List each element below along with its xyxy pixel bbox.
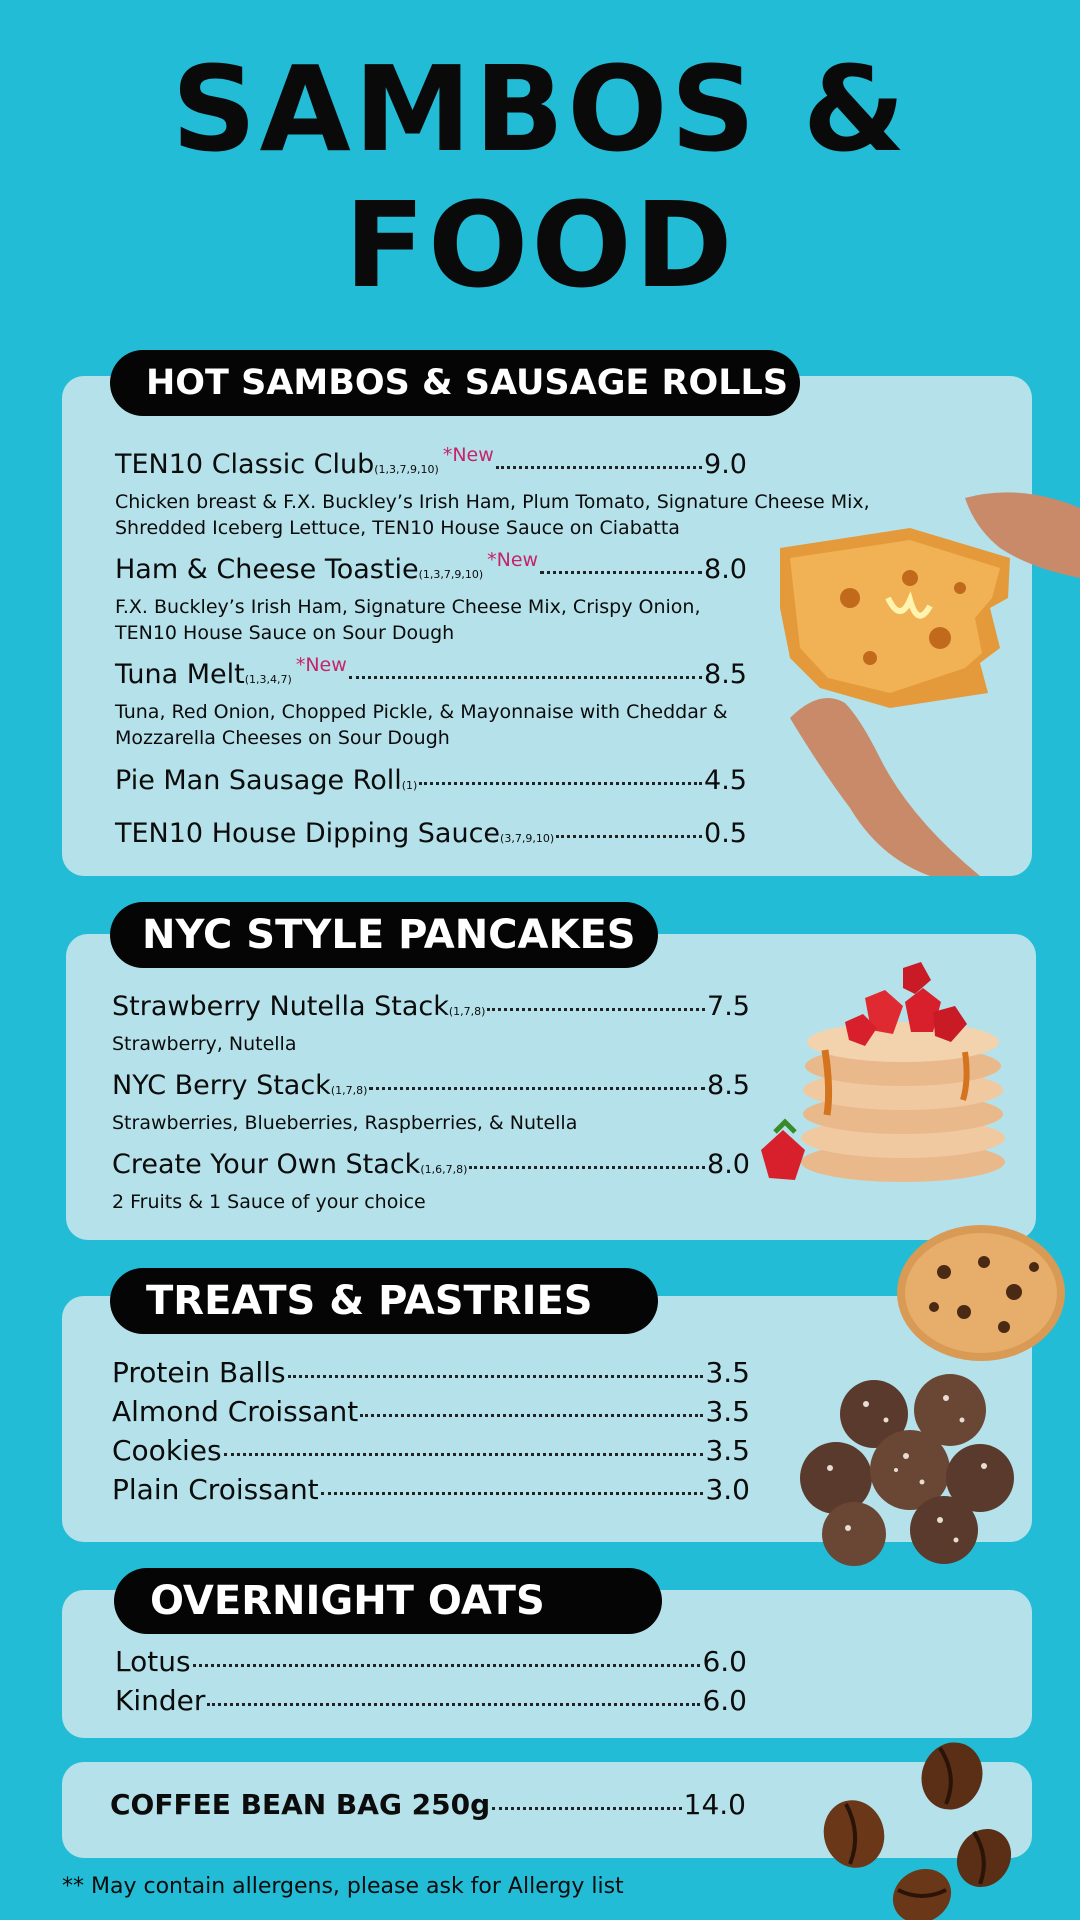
item-description: Tuna, Red Onion, Chopped Pickle, & Mayonnaise with Cheddar & Mozzarella Cheeses on Sour Dough [115,701,728,749]
dot-leader [492,1797,681,1810]
allergen-codes: (1,7,8) [330,1084,368,1097]
protein-balls-photo [796,1370,1018,1566]
dot-leader [349,666,702,679]
menu-item [115,654,747,751]
allergen-codes: (1) [401,779,418,792]
item-name: Tuna Melt [115,659,245,690]
dot-leader [369,1077,705,1090]
oats-heading: OVERNIGHT OATS [114,1568,662,1634]
item-price: 3.5 [705,1434,750,1467]
item-description: F.X. Buckley’s Irish Ham, Signature Cheese Mix, Crispy Onion, TEN10 House Sauce on Sour Dough [115,596,701,644]
coffee-item [110,1788,746,1822]
menu-item [112,1395,750,1429]
menu-item [112,1434,750,1468]
item-name: Kinder [115,1684,206,1717]
dot-leader [496,456,702,469]
allergen-codes: (1,3,7,9,10) [418,568,484,581]
item-name: Almond Croissant [112,1395,359,1428]
item-price: 3.5 [705,1356,750,1389]
treats-heading: TREATS & PASTRIES [110,1268,658,1334]
item-name: Strawberry Nutella Stack [112,991,449,1022]
menu-item [115,764,747,803]
menu-item [112,1148,750,1215]
dot-leader [556,825,702,838]
item-price: 0.5 [704,818,747,849]
menu-item [115,444,870,541]
item-name: Lotus [115,1645,191,1678]
menu-item [115,817,747,856]
item-price: 7.5 [707,991,750,1022]
dot-leader [360,1404,703,1417]
item-price: 4.5 [704,765,747,796]
dot-leader [469,1156,705,1169]
coffee-beans-photo [812,1740,1022,1920]
item-name: Protein Balls [112,1356,286,1389]
menu-title-line-2: FOOD [344,176,736,314]
dot-leader [321,1482,704,1495]
dot-leader [487,998,705,1011]
menu-item [112,990,750,1057]
item-price: 9.0 [704,449,747,480]
dot-leader [224,1443,704,1456]
menu-item [112,1356,750,1390]
pancake-stack-photo [755,940,1017,1186]
dot-leader [193,1654,701,1667]
dot-leader [540,561,702,574]
item-description: Strawberries, Blueberries, Raspberries, & Nutella [112,1112,578,1134]
menu-title-line-1: SAMBOS & [171,40,909,178]
item-name: TEN10 House Dipping Sauce [115,818,501,849]
menu-item [115,549,747,646]
item-price: 6.0 [702,1645,747,1678]
item-price: 6.0 [702,1684,747,1717]
item-price: 3.0 [705,1473,750,1506]
item-price: 8.0 [704,554,747,585]
item-name: Create Your Own Stack [112,1149,421,1180]
item-description: 2 Fruits & 1 Sauce of your choice [112,1191,426,1213]
allergen-codes: (1,3,7,9,10) [374,463,439,476]
item-price: 8.5 [707,1070,750,1101]
menu-item [112,1473,750,1507]
new-badge: *New [442,444,494,466]
allergen-notice: ** May contain allergens, please ask for Allergy list [62,1874,624,1899]
dot-leader [419,772,702,785]
item-name: NYC Berry Stack [112,1070,331,1101]
item-name: TEN10 Classic Club [115,449,375,480]
coffee-name: COFFEE BEAN BAG 250g [110,1788,491,1821]
cookie-photo [894,1222,1068,1364]
item-description: Chicken breast & F.X. Buckley’s Irish Ham, Plum Tomato, Signature Cheese Mix, Shredded Iceberg Lettuce, TEN10 House Sauce on Ciabatta [115,491,870,539]
item-name: Ham & Cheese Toastie [115,554,419,585]
pancakes-heading: NYC STYLE PANCAKES [110,902,658,968]
menu-item [112,1069,750,1136]
coffee-price: 14.0 [683,1788,746,1821]
allergen-codes: (3,7,9,10) [500,832,555,845]
hot-sambos-heading: HOT SAMBOS & SAUSAGE ROLLS [110,350,800,416]
item-price: 8.0 [707,1149,750,1180]
allergen-codes: (1,3,4,7) [244,673,292,686]
menu-item [115,1684,747,1718]
toastie-photo [760,488,1080,876]
item-price: 3.5 [705,1395,750,1428]
menu-item [115,1645,747,1679]
dot-leader [207,1693,700,1706]
allergen-codes: (1,7,8) [448,1005,486,1018]
item-price: 8.5 [704,659,747,690]
allergen-codes: (1,6,7,8) [420,1163,468,1176]
item-name: Pie Man Sausage Roll [115,765,402,796]
item-name: Plain Croissant [112,1473,319,1506]
new-badge: *New [295,654,347,676]
item-description: Strawberry, Nutella [112,1033,297,1055]
new-badge: *New [487,549,539,571]
item-name: Cookies [112,1434,222,1467]
dot-leader [288,1365,704,1378]
